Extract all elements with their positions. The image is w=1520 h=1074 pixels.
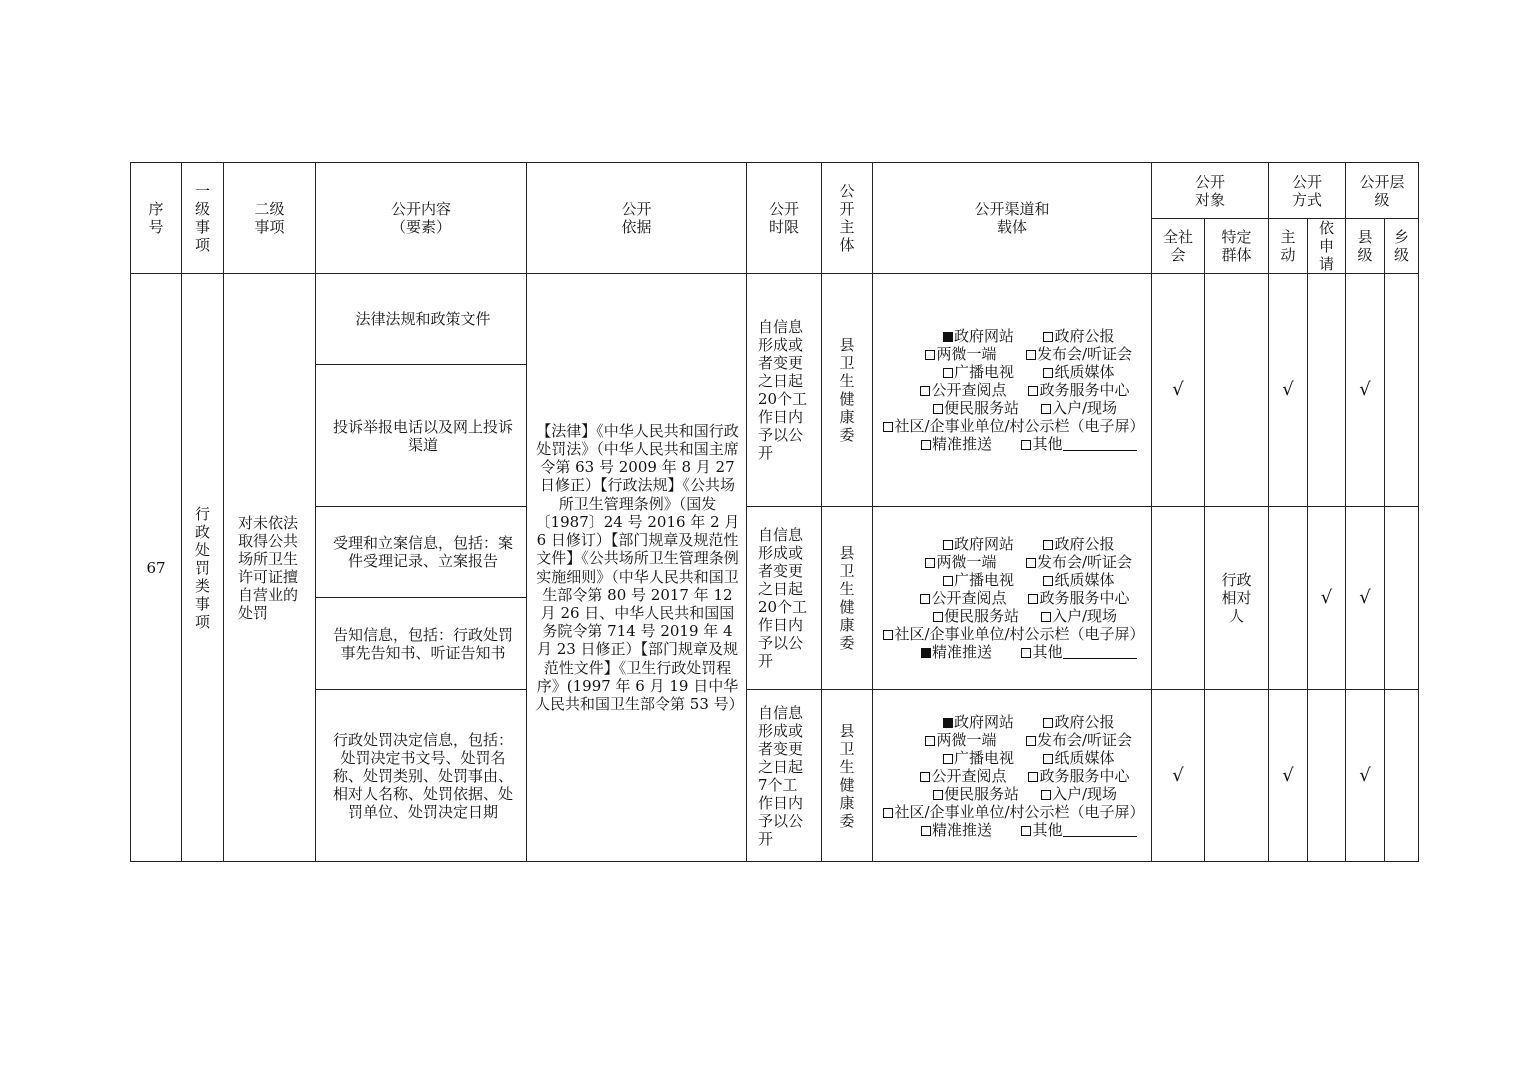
header-mode-apply: 依申请	[1308, 219, 1346, 274]
audience-all-1: √	[1152, 274, 1205, 507]
header-level2: 二级事项	[224, 163, 316, 274]
cell-basis: 【法律】《中华人民共和国行政处罚法》（中华人民共和国主席令第 63 号 2009 年 8 月 27 日修正）【行政法规】《公共场所卫生管理条例》（国发〔1987〕24 号 2016 年 2 月 6 日修订）【部门规章及规范性文件】《公共场所卫生管理条例实施细则》（中华人民共和国卫生部令第 80 号 2017 年 12 月 26 日、中华人民共和国国务院令第 714 号 2019 年 4 月 23 日修正）【部门规章及规范性文件】《卫生行政处罚程序》(1997 年 6 月 19 日中华人民共和国卫生部令第 53 号）	[527, 274, 747, 862]
header-mode: 公开方式	[1269, 163, 1346, 219]
channel-option: 其他	[1021, 821, 1136, 839]
cell-subject-1: 县卫生健康委	[822, 274, 873, 507]
unchecked-box-icon	[1041, 404, 1051, 414]
channel-option: 政府公报	[1043, 327, 1114, 345]
header-level-town: 乡级	[1385, 219, 1419, 274]
unchecked-box-icon	[920, 594, 930, 604]
level-town-3	[1385, 690, 1419, 862]
channel-option: 精准推送	[921, 643, 992, 661]
channel-option: 两微一端	[925, 731, 996, 749]
unchecked-box-icon	[1041, 790, 1051, 800]
unchecked-box-icon	[943, 754, 953, 764]
unchecked-box-icon	[1041, 612, 1051, 622]
channel-option: 发布会/听证会	[1026, 345, 1132, 363]
channel-option: 入户/现场	[1041, 785, 1117, 803]
channel-option: 纸质媒体	[1043, 571, 1114, 589]
unchecked-box-icon	[925, 350, 935, 360]
channel-option: 其他	[1021, 435, 1136, 453]
unchecked-box-icon	[943, 540, 953, 550]
unchecked-box-icon	[943, 368, 953, 378]
unchecked-box-icon	[921, 440, 931, 450]
channel-option: 发布会/听证会	[1026, 553, 1132, 571]
channel-option: 公开查阅点	[920, 767, 1006, 785]
content-item: 行政处罚决定信息，包括：处罚决定书文号、处罚名称、处罚类别、处罚事由、相对人名称、处罚依据、处罚单位、处罚决定日期	[316, 690, 527, 862]
unchecked-box-icon	[1026, 350, 1036, 360]
channel-option: 发布会/听证会	[1026, 731, 1132, 749]
header-term: 公开时限	[747, 163, 822, 274]
header-level1: 一级事项	[182, 163, 224, 274]
channel-option: 广播电视	[943, 571, 1014, 589]
unchecked-box-icon	[1043, 540, 1053, 550]
mode-active-3: √	[1269, 690, 1308, 862]
cell-term-2: 自信息形成或者变更之日起20个工作日内予以公开	[747, 507, 822, 690]
audience-all-3: √	[1152, 690, 1205, 862]
unchecked-box-icon	[925, 558, 935, 568]
channel-option: 政府网站	[943, 327, 1014, 345]
channel-option: 两微一端	[925, 553, 996, 571]
channel-option: 便民服务站	[933, 399, 1019, 417]
mode-apply-3	[1308, 690, 1346, 862]
unchecked-box-icon	[1043, 718, 1053, 728]
header-audience-all: 全社会	[1152, 219, 1205, 274]
channel-option: 便民服务站	[933, 785, 1019, 803]
blank-line	[1063, 645, 1137, 659]
header-audience-specific: 特定群体	[1205, 219, 1269, 274]
content-item: 受理和立案信息，包括：案件受理记录、立案报告	[316, 507, 527, 598]
level-county-2: √	[1346, 507, 1385, 690]
unchecked-box-icon	[883, 422, 893, 432]
channel-option: 政府公报	[1043, 713, 1114, 731]
channel-option: 纸质媒体	[1043, 363, 1114, 381]
channel-option: 公开查阅点	[920, 381, 1006, 399]
header-audience: 公开对象	[1152, 163, 1269, 219]
cell-term-1: 自信息形成或者变更之日起20个工作日内予以公开	[747, 274, 822, 507]
content-item: 告知信息，包括：行政处罚事先告知书、听证告知书	[316, 598, 527, 690]
unchecked-box-icon	[1021, 440, 1031, 450]
cell-level2: 对未依法取得公共场所卫生许可证擅自营业的处罚	[224, 274, 316, 862]
audience-specific-2: 行政相对人	[1205, 507, 1269, 690]
channels-1	[873, 274, 1152, 507]
channel-option: 政务服务中心	[1028, 381, 1129, 399]
unchecked-box-icon	[925, 736, 935, 746]
level-county-3: √	[1346, 690, 1385, 862]
unchecked-box-icon	[1043, 332, 1053, 342]
mode-apply-1	[1308, 274, 1346, 507]
header-channel: 公开渠道和载体	[873, 163, 1152, 274]
cell-term-3: 自信息形成或者变更之日起7个工作日内予以公开	[747, 690, 822, 862]
channel-option: 社区/企事业单位/村公示栏（电子屏）	[883, 803, 1144, 821]
unchecked-box-icon	[1028, 594, 1038, 604]
level-town-1	[1385, 274, 1419, 507]
cell-seq: 67	[131, 274, 182, 862]
channel-option: 广播电视	[943, 749, 1014, 767]
unchecked-box-icon	[883, 808, 893, 818]
header-level-county: 县级	[1346, 219, 1385, 274]
channel-option: 精准推送	[921, 435, 992, 453]
header-content: 公开内容（要素）	[316, 163, 527, 274]
channel-option: 公开查阅点	[920, 589, 1006, 607]
content-item: 法律法规和政策文件	[316, 274, 527, 365]
mode-active-2	[1269, 507, 1308, 690]
unchecked-box-icon	[1043, 368, 1053, 378]
channels-3	[873, 690, 1152, 862]
level-town-2	[1385, 507, 1419, 690]
unchecked-box-icon	[883, 630, 893, 640]
unchecked-box-icon	[1028, 772, 1038, 782]
mode-active-1: √	[1269, 274, 1308, 507]
unchecked-box-icon	[1043, 576, 1053, 586]
unchecked-box-icon	[921, 826, 931, 836]
channel-option: 政府网站	[943, 535, 1014, 553]
unchecked-box-icon	[920, 772, 930, 782]
cell-subject-3: 县卫生健康委	[822, 690, 873, 862]
header-basis: 公开依据	[527, 163, 747, 274]
unchecked-box-icon	[933, 790, 943, 800]
audience-all-2	[1152, 507, 1205, 690]
disclosure-table	[130, 162, 1419, 862]
checked-box-icon	[921, 648, 931, 658]
blank-line	[1063, 437, 1137, 451]
unchecked-box-icon	[933, 612, 943, 622]
checked-box-icon	[943, 332, 953, 342]
unchecked-box-icon	[943, 576, 953, 586]
header-seq: 序号	[131, 163, 182, 274]
unchecked-box-icon	[1028, 386, 1038, 396]
audience-specific-3	[1205, 690, 1269, 862]
channel-option: 精准推送	[921, 821, 992, 839]
unchecked-box-icon	[1021, 648, 1031, 658]
blank-line	[1063, 823, 1137, 837]
unchecked-box-icon	[920, 386, 930, 396]
channel-option: 政府公报	[1043, 535, 1114, 553]
unchecked-box-icon	[933, 404, 943, 414]
header-mode-active: 主动	[1269, 219, 1308, 274]
cell-level1: 行政处罚类事项	[182, 274, 224, 862]
mode-apply-2: √	[1308, 507, 1346, 690]
content-item: 投诉举报电话以及网上投诉渠道	[316, 365, 527, 507]
level-county-1: √	[1346, 274, 1385, 507]
header-subject: 公开主体	[822, 163, 873, 274]
checked-box-icon	[943, 718, 953, 728]
channel-option: 入户/现场	[1041, 607, 1117, 625]
channel-option: 社区/企事业单位/村公示栏（电子屏）	[883, 625, 1144, 643]
unchecked-box-icon	[1021, 826, 1031, 836]
header-level: 公开层级	[1346, 163, 1419, 219]
channel-option: 社区/企事业单位/村公示栏（电子屏）	[883, 417, 1144, 435]
channel-option: 政府网站	[943, 713, 1014, 731]
channel-option: 入户/现场	[1041, 399, 1117, 417]
channel-option: 广播电视	[943, 363, 1014, 381]
channels-2	[873, 507, 1152, 690]
channel-option: 政务服务中心	[1028, 767, 1129, 785]
channel-option: 政务服务中心	[1028, 589, 1129, 607]
channel-option: 其他	[1021, 643, 1136, 661]
audience-specific-1	[1205, 274, 1269, 507]
channel-option: 便民服务站	[933, 607, 1019, 625]
cell-subject-2: 县卫生健康委	[822, 507, 873, 690]
channel-option: 两微一端	[925, 345, 996, 363]
unchecked-box-icon	[1026, 558, 1036, 568]
channel-option: 纸质媒体	[1043, 749, 1114, 767]
unchecked-box-icon	[1026, 736, 1036, 746]
unchecked-box-icon	[1043, 754, 1053, 764]
